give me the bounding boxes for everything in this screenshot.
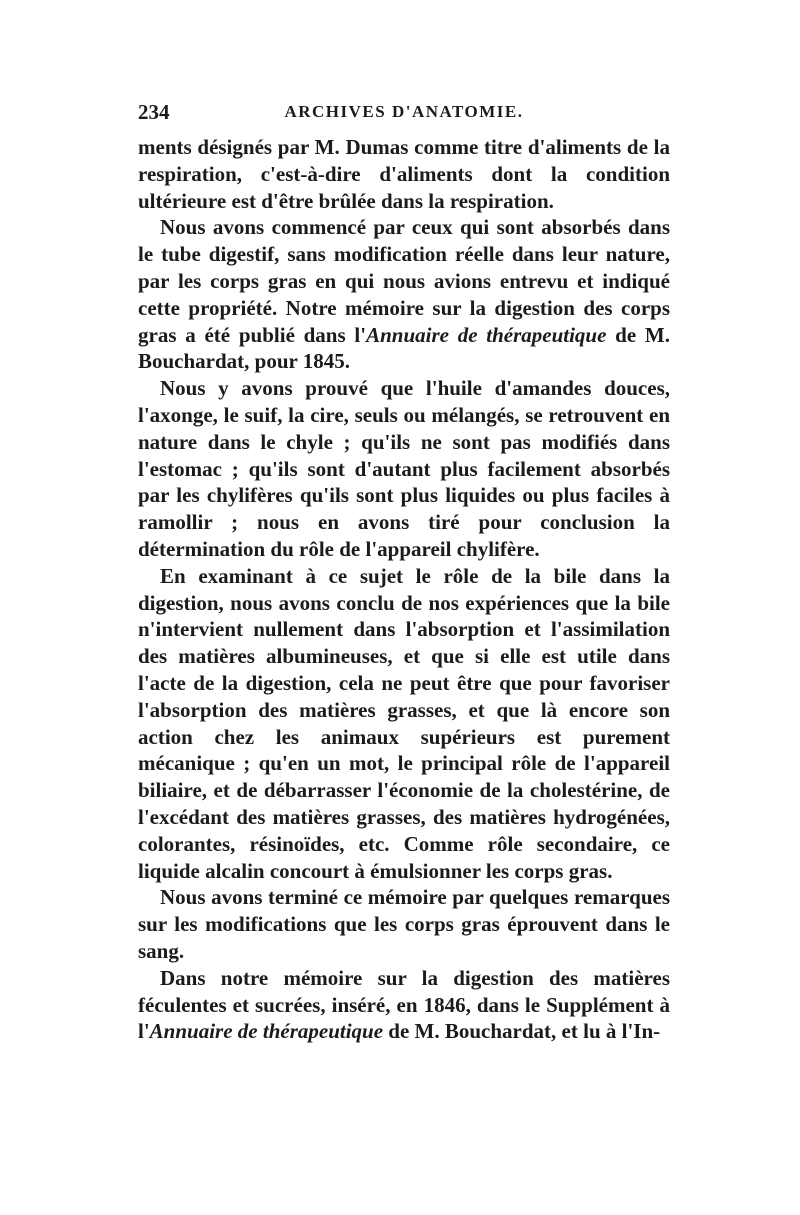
paragraph-2-text-after: de M. Bouchardat, pour 1845.: [138, 322, 670, 374]
paragraph-1: [138, 134, 670, 214]
paragraph-6-text-before: Dans notre mémoire sur la digestion des matières féculentes et sucrées, inséré, en 1846, dans le Supplément à l': [138, 965, 670, 1044]
page-number: 234: [138, 100, 170, 124]
paragraph-5-text: Nous avons terminé ce mémoire par quelques remarques sur les modifications que les corps gras éprouvent dans le sang.: [138, 885, 670, 963]
paragraph-2-journal-title: Annuaire de thérapeutique: [366, 322, 607, 347]
paragraph-3: [138, 375, 670, 563]
paragraph-6-journal-title: Annuaire de thérapeutique: [149, 1019, 384, 1044]
paragraph-2: [138, 214, 670, 375]
page: [138, 98, 670, 1045]
paragraph-6-text-after: de M. Bouchardat, et lu à l'In-: [383, 1019, 661, 1044]
running-title: ARCHIVES D'ANATOMIE.: [284, 102, 524, 121]
paragraph-2-text-before: Nous avons commencé par ceux qui sont absorbés dans le tube digestif, sans modification réelle dans leur nature, par les corps gras en qui nous avions entrevu et indiqué cette propriété. Notre mémoire sur la digestion des corps gras a été publié dans l': [138, 215, 670, 347]
paragraph-3-text: Nous y avons prouvé que l'huile d'amandes douces, l'axonge, le suif, la cire, seuls ou mélangés, se retrouvent en nature dans le chyle ; qu'ils ne sont pas modifiés dans l'estomac ; qu'ils sont d'autant plus facilement absorbés par les chylifères qu'ils sont plus liquides ou plus faciles à ramollir ; nous en avons tiré pour conclusion la détermination du rôle de l'appareil chylifère.: [138, 376, 670, 561]
paragraph-1-text: ments désignés par M. Dumas comme titre d'aliments de la respiration, c'est-à-dire d'aliments dont la condition ultérieure est d'être brûlée dans la respiration.: [138, 135, 670, 213]
paragraph-4: [138, 563, 670, 885]
paragraph-4-text: En examinant à ce sujet le rôle de la bile dans la digestion, nous avons conclu de nos expériences que la bile n'intervient nullement dans l'absorption et l'assimilation des matières albumineuses, et que si elle est utile dans l'acte de la digestion, cela ne peut être que pour favoriser l'absorption des matières grasses, et que là encore son action chez les animaux supérieurs est purement mécanique ; qu'en un mot, le principal rôle de l'appareil biliaire, et de débarrasser l'économie de la cholestérine, de l'excédant des matières grasses, des matières hydrogénées, colorantes, résinoïdes, etc. Comme rôle secondaire, ce liquide alcalin concourt à émulsionner les corps gras.: [138, 563, 670, 883]
paragraph-5: [138, 884, 670, 964]
paragraph-6: [138, 965, 670, 1045]
running-header: [138, 98, 670, 126]
